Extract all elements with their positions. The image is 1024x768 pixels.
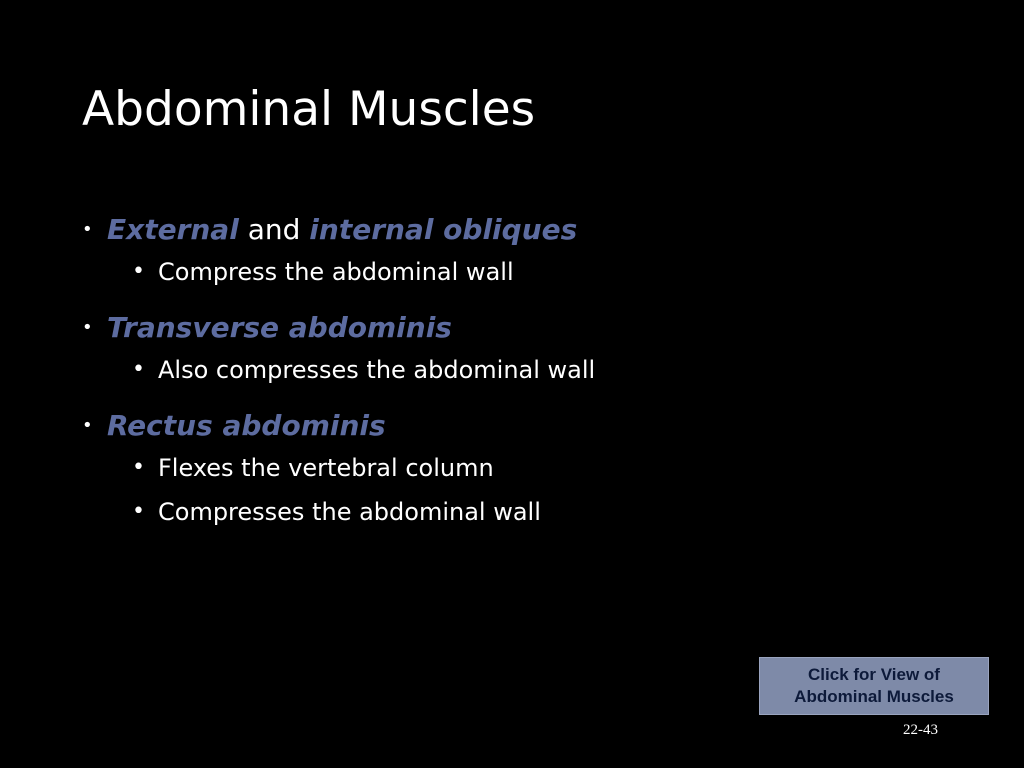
slide-title: Abdominal Muscles (82, 82, 536, 137)
bullet-icon: • (82, 415, 93, 436)
connector-text: and (238, 213, 310, 246)
sub-bullet-icon: • (132, 455, 145, 480)
sub-bullet-item (82, 446, 962, 490)
bullet-item (82, 308, 962, 348)
term-internal-obliques: internal obliques (309, 213, 578, 246)
button-label-line1: Click for View of (808, 665, 940, 684)
term-transverse-abdominis: Transverse abdominis (107, 311, 452, 344)
sub-bullet-text: Compress the abdominal wall (158, 258, 514, 286)
bullet-icon: • (82, 317, 93, 338)
view-abdominal-muscles-button[interactable] (759, 657, 989, 715)
bullet-icon: • (82, 219, 93, 240)
bullet-text (107, 210, 577, 250)
page-number: 22-43 (903, 722, 938, 738)
bullet-text (107, 308, 452, 348)
bullet-list (82, 210, 962, 534)
sub-bullet-icon: • (132, 357, 145, 382)
button-label-line2: Abdominal Muscles (794, 687, 954, 706)
sub-bullet-text: Also compresses the abdominal wall (158, 356, 596, 384)
bullet-text (107, 406, 386, 446)
sub-bullet-item (82, 490, 962, 534)
sub-bullet-icon: • (132, 499, 145, 524)
term-external: External (107, 213, 239, 246)
term-rectus-abdominis: Rectus abdominis (107, 409, 386, 442)
sub-bullet-item (82, 250, 962, 294)
sub-bullet-icon: • (132, 259, 145, 284)
sub-bullet-item (82, 348, 962, 392)
bullet-item (82, 210, 962, 250)
sub-bullet-text: Compresses the abdominal wall (158, 498, 541, 526)
sub-bullet-text: Flexes the vertebral column (158, 454, 494, 482)
bullet-item (82, 406, 962, 446)
